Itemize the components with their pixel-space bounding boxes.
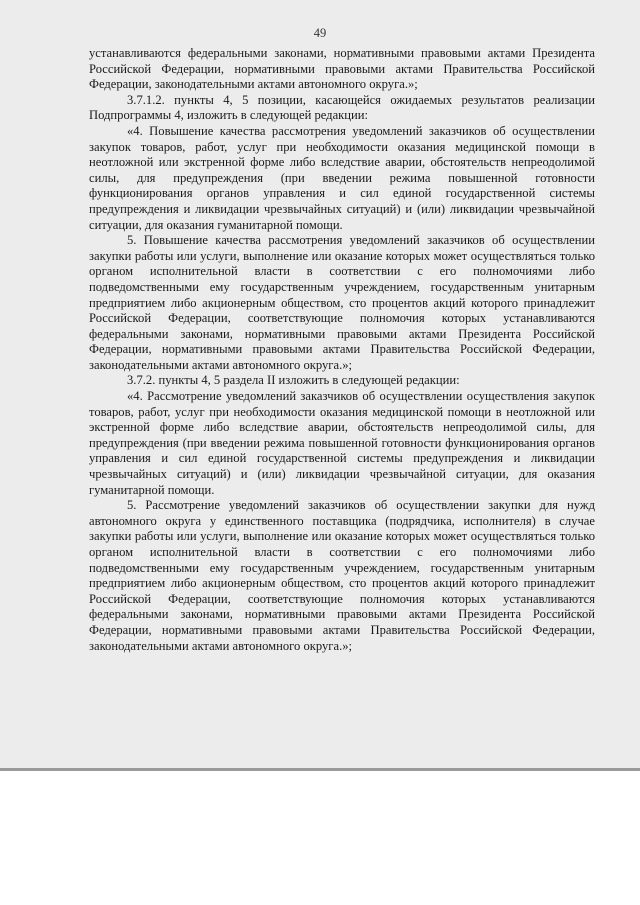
paragraph-item-4-section-2: «4. Рассмотрение уведомлений заказчиков об осуществлении осуществления закупок товаров, работ, услуг при необходимости оказания медицинской помощи в неотложной или экстренной форме либо вследствие аварии, обстоятельств непреодолимой силы, для предупреждения (при введении режима повышенной готовности функционирования органов управления и сил единой государственной системы предупреждения и ликвидации чрезвычайных ситуаций) и (или) ликвидации чрезвычайной ситуации, для оказания гуманитарной помощи. — [89, 389, 595, 497]
paragraph-continuation: устанавливаются федеральными законами, нормативными правовыми актами Президента Российской Федерации, нормативными правовыми актами Правительства Российской Федерации, законодательными актами автономного округа.»; — [89, 46, 595, 92]
paragraph-item-5-results: 5. Повышение качества рассмотрения уведомлений заказчиков об осуществлении закупки работы или услуги, выполнение или оказание которых может осуществляться только органом исполнительной власти в соответствии с его полномочиями либо подведомственными ему государственным учреждением, государственным унитарным предприятием либо акционерным обществом, сто процентов акций которого принадлежит Российской Федерации, соответствующие полномочия которых устанавливаются федеральными законами, нормативными правовыми актами Президента Российской Федерации, нормативными правовыми актами Правительства Российской Федерации, законодательными актами автономного округа.»; — [89, 233, 595, 372]
scan-bottom-edge — [0, 768, 640, 771]
paragraph-item-5-section-2: 5. Рассмотрение уведомлений заказчиков об осуществлении закупки для нужд автономного округа у единственного поставщика (подрядчика, исполнителя) в случае закупки работы или услуги, выполнение или оказание которых может осуществляться только органом исполнительной власти в соответствии с его полномочиями либо подведомственными ему государственным учреждением, государственным унитарным предприятием либо акционерным обществом, сто процентов акций которого принадлежит Российской Федерации, соответствующие полномочия которых устанавливаются федеральными законами, нормативными правовыми актами Президента Российской Федерации, нормативными правовыми актами Правительства Российской Федерации, законодательными актами автономного округа.»; — [89, 498, 595, 653]
paragraph-3-7-2: 3.7.2. пункты 4, 5 раздела II изложить в следующей редакции: — [127, 373, 460, 388]
paragraph-item-4-results: «4. Повышение качества рассмотрения уведомлений заказчиков об осуществлении закупок товаров, работ, услуг при необходимости оказания медицинской помощи в неотложной или экстренной форме либо вследствие аварии, обстоятельств непреодолимой силы, для предупреждения (при введении режима повышенной готовности функционирования органов управления и сил единой государственной системы предупреждения и ликвидации чрезвычайных ситуаций) и (или) ликвидации чрезвычайной ситуации, для оказания гуманитарной помощи. — [89, 123, 595, 232]
paragraph-3-7-1-2: 3.7.1.2. пункты 4, 5 позиции, касающейся ожидаемых результатов реализации Подпрограммы 4, изложить в следующей редакции: — [89, 92, 595, 123]
document-body — [89, 46, 595, 654]
page-number: 49 — [313, 26, 327, 40]
